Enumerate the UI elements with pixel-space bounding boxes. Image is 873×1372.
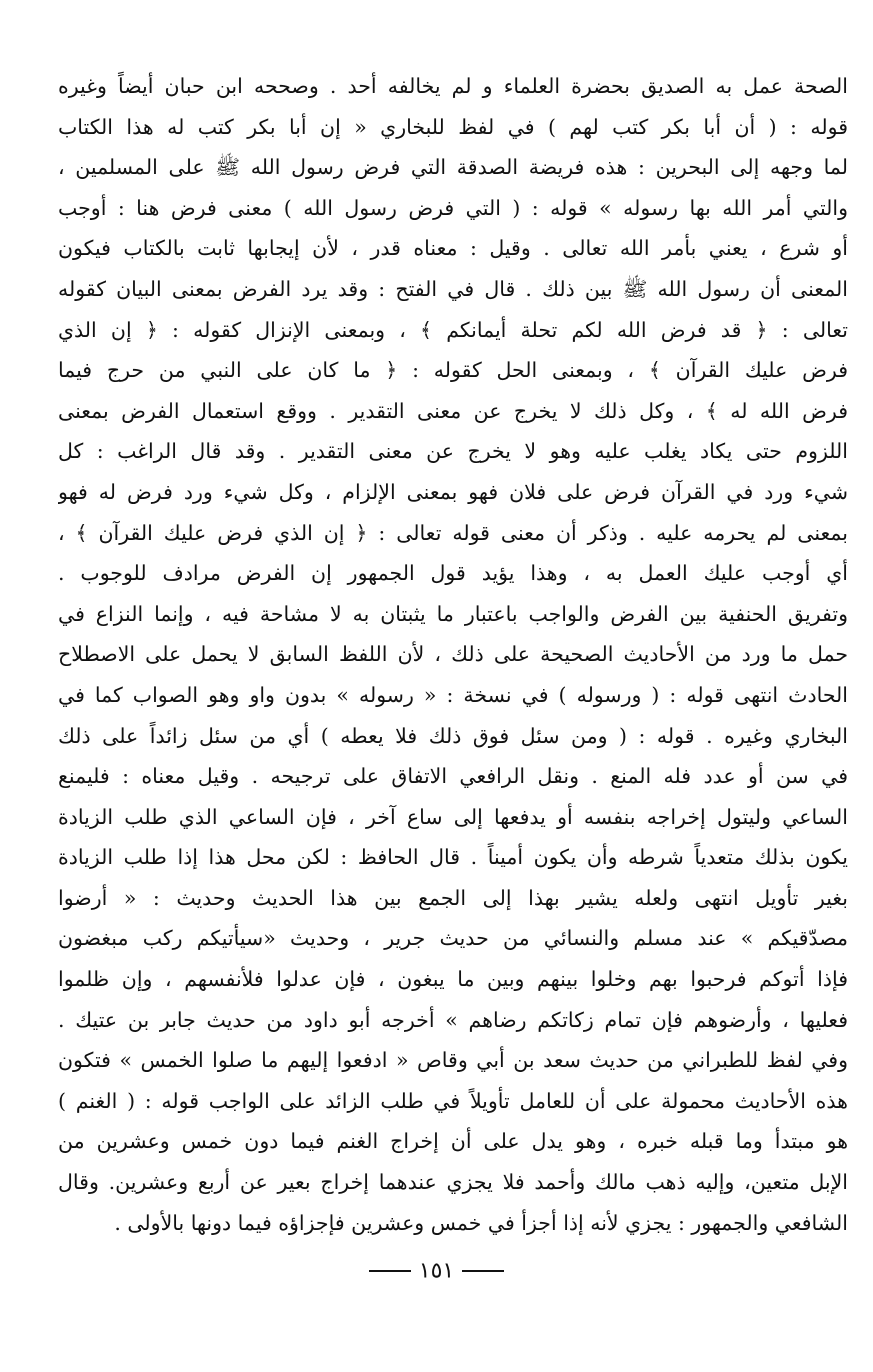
text-line: هذه الأحاديث محمولة على أن للعامل تأويلاً في طلب الزائد على الواجب قوله : ( الغنم ) [58, 1088, 848, 1113]
text-line: بمعنى لم يحرمه عليه . وذكر أن معنى قوله تعالى : ﴿ إن الذي فرض عليك القرآن ﴾ ، [58, 520, 848, 545]
page-number-value: ١٥١ [418, 1258, 455, 1284]
text-line: هو مبتدأ وما قبله خبره ، وهو يدل على أن إخراج الغنم فيما دون خمس وعشرين من [58, 1129, 848, 1154]
text-line: يكون بذلك متعدياً شرطه وأن يكون أميناً . قال الحافظ : لكن محل هذا إذا طلب الزيادة [58, 845, 848, 870]
text-line: فرض عليك القرآن ﴾ ، وبمعنى الحل كقوله : ﴿ ما كان على النبي من حرج فيما [58, 358, 848, 383]
text-line: والتي أمر الله بها رسوله » قوله : ( التي فرض رسول الله ) معنى فرض هنا : أوجب [58, 195, 848, 220]
text-line: الإبل متعين، وإليه ذهب مالك وأحمد فلا يجزي عندهما إخراج بعير عن أربع وعشرين. وقال [58, 1170, 848, 1195]
text-line: تعالى : ﴿ قد فرض الله لكم تحلة أيمانكم ﴾ ، وبمعنى الإنزال كقوله : ﴿ إن الذي [58, 317, 848, 342]
text-line: فعليها ، وأرضوهم فإن تمام زكاتكم رضاهم » أخرجه أبو داود من حديث جابر بن عتيك . [58, 1007, 848, 1032]
body-text [58, 66, 848, 1243]
text-line: بغير تأويل انتهى ولعله يشير بهذا إلى الجمع بين هذا الحديث وحديث : « أرضوا [58, 885, 848, 910]
text-line: المعنى أن رسول الله ﷺ بين ذلك . قال في الفتح : وقد يرد الفرض بمعنى البيان كقوله [58, 276, 848, 301]
text-line: لما وجهه إلى البحرين : هذه فريضة الصدقة التي فرض رسول الله ﷺ على المسلمين ، [58, 155, 848, 180]
text-line: البخاري وغيره . قوله : ( ومن سئل فوق ذلك فلا يعطه ) أي من سئل زائداً على ذلك [58, 723, 848, 748]
text-line: حمل ما ورد من الأحاديث الصحيحة على ذلك ، لأن اللفظ السابق لا يحمل على الاصطلاح [58, 642, 848, 667]
text-line: في سن أو عدد فله المنع . ونقل الرافعي الاتفاق على ترجيحه . وقيل معناه : فليمنع [58, 764, 848, 789]
text-line: فإذا أتوكم فرحبوا بهم وخلوا بينهم وبين ما يبغون ، فإن عدلوا فلأنفسهم ، وإن ظلموا [58, 967, 848, 992]
page-number-dash-left [369, 1270, 411, 1272]
text-line: وفي لفظ للطبراني من حديث سعد بن أبي وقاص « ادفعوا إليهم ما صلوا الخمس » فتكون [58, 1048, 848, 1073]
page-number [0, 1258, 873, 1284]
text-line: أو شرع ، يعني بأمر الله تعالى . وقيل : معناه قدر ، لأن إيجابها ثابت بالكتاب فيكون [58, 236, 848, 261]
text-line: قوله : ( أن أبا بكر كتب لهم ) في لفظ للبخاري « إن أبا بكر كتب له هذا الكتاب [58, 114, 848, 139]
text-line: وتفريق الحنفية بين الفرض والواجب باعتبار ما يثبتان به لا مشاحة فيه ، وإنما النزاع في [58, 601, 848, 626]
text-line: الصحة عمل به الصديق بحضرة العلماء و لم يخالفه أحد . وصححه ابن حبان أيضاً وغيره [58, 74, 848, 98]
text-line: أي أوجب عليك العمل به ، وهذا يؤيد قول الجمهور إن الفرض مرادف للوجوب . [58, 561, 848, 586]
page-number-dash-right [462, 1270, 504, 1272]
text-line: الساعي وليتول إخراجه بنفسه أو يدفعها إلى ساع آخر ، فإن الساعي الذي طلب الزيادة [58, 804, 848, 829]
text-line: اللزوم حتى يكاد يغلب عليه وهو لا يخرج عن معنى التقدير . وقد قال الراغب : كل [58, 439, 848, 464]
text-line: فرض الله له ﴾ ، وكل ذلك لا يخرج عن معنى التقدير . ووقع استعمال الفرض بمعنى [58, 398, 848, 423]
text-line: الشافعي والجمهور : يجزي لأنه إذا أجزأ في خمس وعشرين فإجزاؤه فيما دونها بالأولى . [114, 1210, 848, 1235]
text-line: مصدّقيكم » عند مسلم والنسائي من حديث جرير ، وحديث «سيأتيكم ركب مبغضون [58, 926, 848, 951]
text-line: الحادث انتهى قوله : ( ورسوله ) في نسخة : « رسوله » بدون واو وهو الصواب كما في [58, 682, 848, 707]
text-line: شيء ورد في القرآن فرض على فلان فهو بمعنى الإلزام ، وكل شيء ورد فرض له فهو [58, 479, 848, 504]
